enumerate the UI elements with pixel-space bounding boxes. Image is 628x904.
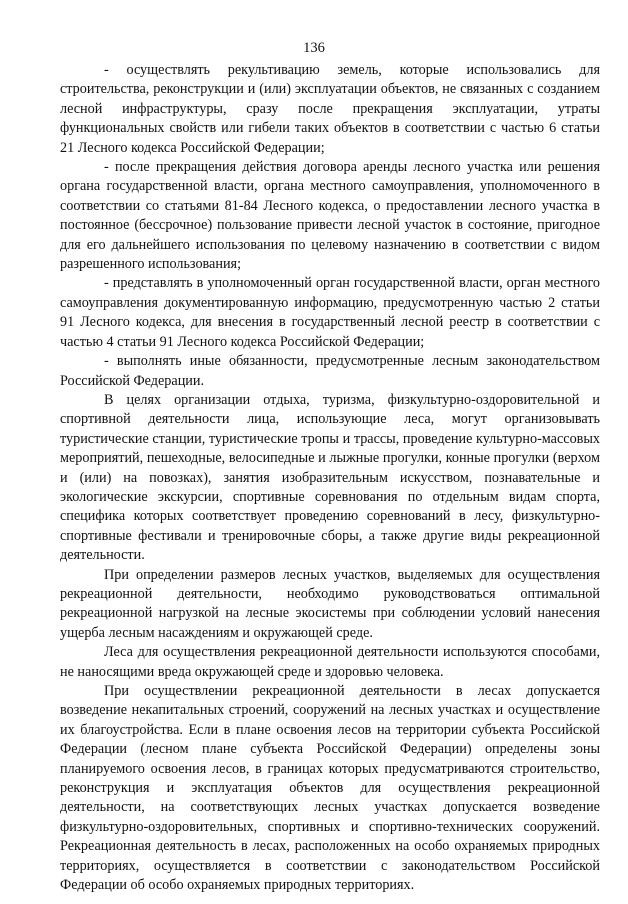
body-text [60,61,600,895]
paragraph-rehabilitation-duty: - осуществлять рекультивацию земель, которые использовались для строительства, реконструкции и (или) эксплуатации объектов, не связанных с созданием лесной инфраструктуры, сразу после прекращения эксплуатации, утраты функциональных свойств или гибели таких объектов в соответствии с частью 6 статьи 21 Лесного кодекса Российской Федерации; [60,62,600,156]
paragraph-recreation-activities: В целях организации отдыха, туризма, физкультурно-оздоровительной и спортивной деятельности лица, использующие леса, могут организовывать туристические станции, туристические тропы и трассы, проведение культурно-массовых мероприятий, пешеходные, велосипедные и лыжные прогулки, конные прогулки (верхом и (или) на повозках), занятия изобразительным искусством, познавательные и экологические экскурсии, спортивные соревнования по отдельным видам спорта, специфика которых соответствует проведению соревнований в лесу, физкультурно-спортивные фестивали и тренировочные сборы, а также другие виды рекреационной деятельности. [60,391,600,564]
paragraph-other-duties: - выполнять иные обязанности, предусмотренные лесным законодательством Российской Федерации. [60,353,600,389]
page-number: 136 [303,40,325,56]
paragraph-plot-sizing: При определении размеров лесных участков, выделяемых для осуществления рекреационной деятельности, необходимо руководствоваться оптимальной рекреационной нагрузкой на лесные экосистемы при соблюдении условий нанесения ущерба лесным насаждениям и окружающей среде. [60,566,600,641]
paragraph-reporting-duty: - представлять в уполномоченный орган государственной власти, орган местного самоуправления документированную информацию, предусмотренную частью 2 статьи 91 Лесного кодекса, для внесения в государственный лесной реестр в соответствии с частью 4 статьи 91 Лесного кодекса Российской Федерации; [60,275,600,350]
paragraph-usage-methods: Леса для осуществления рекреационной деятельности используются способами, не наносящими вреда окружающей среде и здоровью человека. [60,644,600,680]
paragraph-construction-rules: При осуществлении рекреационной деятельности в лесах допускается возведение некапитальных строений, сооружений на лесных участках и осуществление их благоустройства. Если в плане освоения лесов на территории субъекта Российской Федерации (лесном плане субъекта Российской Федерации) определены зоны планируемого освоения лесов, в границах которых предусматриваются строительство, реконструкция и эксплуатация объектов для осуществления рекреационной деятельности, на соответствующих лесных участках допускается возведение физкультурно-оздоровительных, спортивных и спортивно-технических сооружений. Рекреационная деятельность в лесах, расположенных на особо охраняемых природных территориях, осуществляется в соответствии с законодательством Российской Федерации об особо охраняемых природных территориях. [60,683,600,894]
paragraph-lease-termination-duty: - после прекращения действия договора аренды лесного участка или решения органа государственной власти, органа местного самоуправления, уполномоченного в соответствии со статьями 81-84 Лесного кодекса, о предоставлении лесного участка в постоянное (бессрочное) пользование привести лесной участок в состояние, пригодное для его дальнейшего использования по целевому назначению в соответствии с видом разрешенного использования; [60,159,600,273]
